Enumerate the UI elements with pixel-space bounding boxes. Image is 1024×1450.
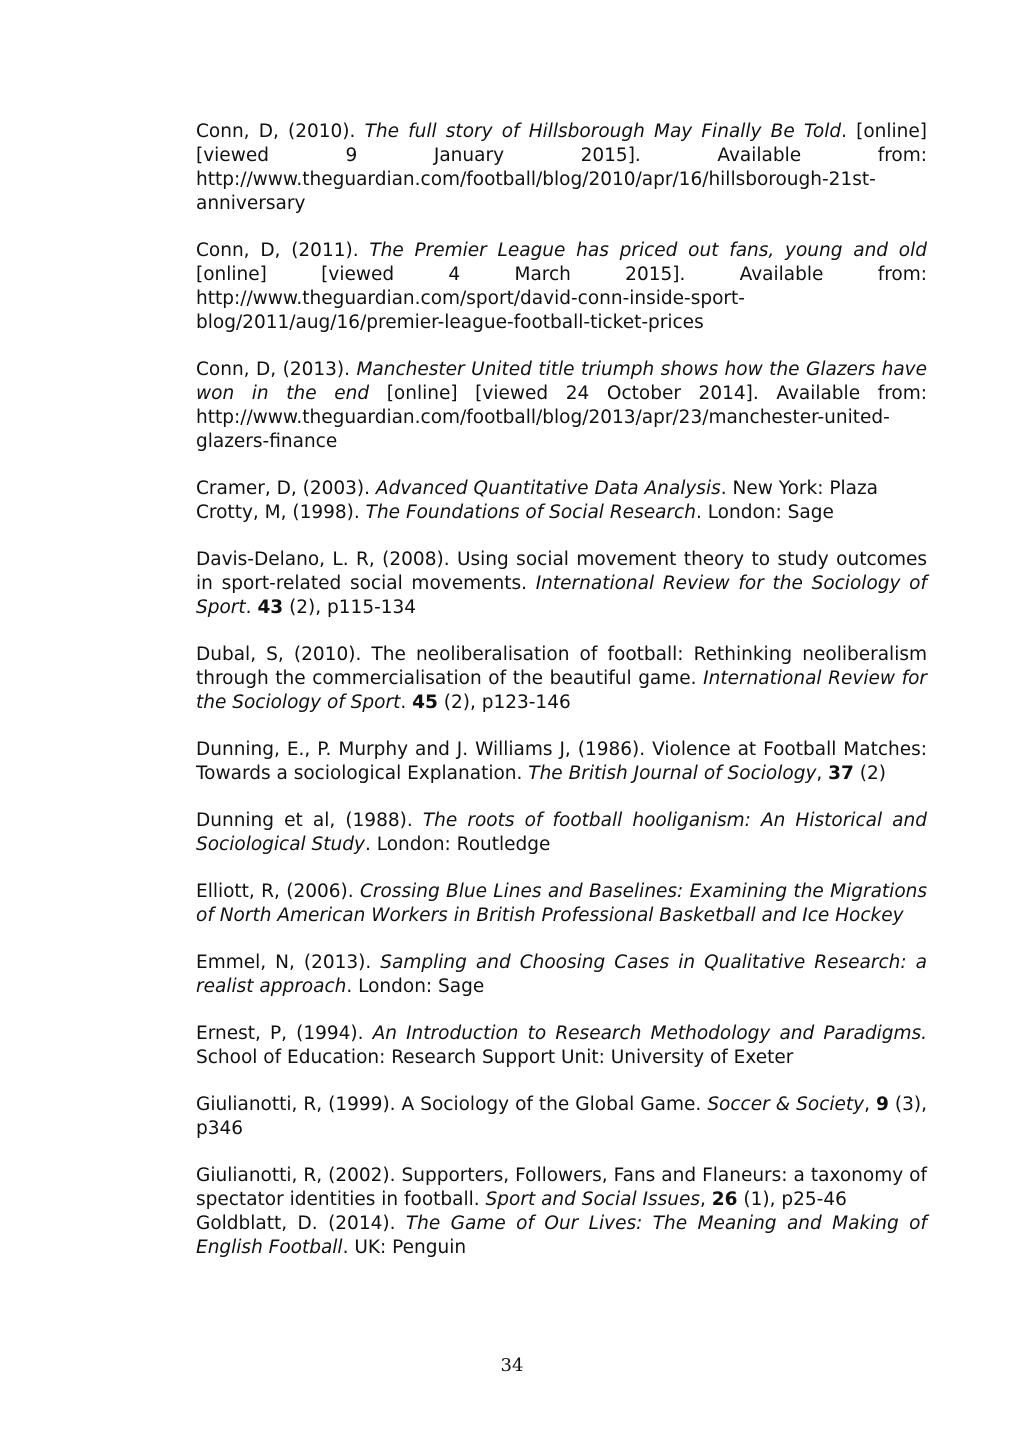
reference-entry-giulianotti-1999 bbox=[196, 1093, 927, 1141]
reference-text: Cramer, D, (2003). bbox=[196, 478, 376, 499]
reference-text: . London: Sage bbox=[695, 502, 834, 523]
reference-entry-goldblatt-2014 bbox=[196, 1212, 927, 1260]
reference-text: Emmel, N, (2013). bbox=[196, 952, 381, 973]
reference-text: [online] [viewed 24 October 2014]. Available from: http://www.theguardian.com/football/blog/2013/apr/23/manchester-united-glazers-finance bbox=[196, 383, 927, 452]
reference-title: Crossing Blue Lines and Baselines: Examining the Migrations of North American Workers in British Professional Basketball and Ice Hockey bbox=[196, 881, 927, 926]
reference-entry-ernest-1994 bbox=[196, 1022, 927, 1070]
reference-text: . London: Sage bbox=[346, 976, 485, 997]
reference-text: Dunning et al, (1988). bbox=[196, 810, 423, 831]
reference-text: Conn, D, (2013). bbox=[196, 359, 357, 380]
reference-title: The Foundations of Social Research bbox=[365, 502, 696, 523]
reference-list bbox=[196, 120, 927, 1283]
reference-text: Dubal, S, (2010). The neoliberalisation of football: Rethinking neoliberalism through the commercialisation of the beautiful game. bbox=[196, 644, 927, 689]
reference-entry-conn-2010 bbox=[196, 120, 927, 216]
reference-title: The Game of Our Lives: The Meaning and Making of English Football bbox=[196, 1213, 927, 1258]
reference-title: Sport and Social Issues bbox=[485, 1189, 700, 1210]
reference-text: . [online] [viewed 9 January 2015]. Available from: http://www.theguardian.com/football/blog/2010/apr/16/hillsborough-21st-anniversary bbox=[196, 121, 927, 214]
reference-text: (2), p115-134 bbox=[283, 597, 417, 618]
reference-text: Dunning, E., P. Murphy and J. Williams J, (1986). Violence at Football Matches: Towards a sociological Explanation. bbox=[196, 739, 927, 784]
reference-text: , bbox=[700, 1189, 712, 1210]
reference-text: Davis-Delano, L. R, (2008). Using social movement theory to study outcomes in sport-related social movements. bbox=[196, 549, 927, 594]
reference-text: , bbox=[864, 1094, 877, 1115]
reference-text: Elliott, R, (2006). bbox=[196, 881, 360, 902]
reference-text: (3), p346 bbox=[196, 1094, 928, 1139]
reference-volume: 45 bbox=[412, 692, 438, 713]
reference-entry-crotty-1998 bbox=[196, 501, 927, 525]
reference-title: Manchester United title triumph shows how the Glazers have won in the end bbox=[196, 359, 928, 404]
reference-entry-dunning-1988 bbox=[196, 809, 927, 857]
reference-text: . New York: Plaza bbox=[720, 478, 879, 499]
reference-text: . bbox=[245, 597, 258, 618]
reference-title: International Review for the Sociology of Sport bbox=[196, 573, 928, 618]
reference-entry-conn-2011 bbox=[196, 239, 927, 335]
reference-entry-conn-2013 bbox=[196, 358, 927, 454]
reference-text: Giulianotti, R, (1999). A Sociology of the Global Game. bbox=[196, 1094, 708, 1115]
reference-text: , bbox=[816, 763, 829, 784]
reference-text: Goldblatt, D. (2014). bbox=[196, 1213, 406, 1234]
reference-text: . bbox=[400, 692, 413, 713]
reference-title: Advanced Quantitative Data Analysis bbox=[375, 478, 721, 499]
reference-text: . UK: Penguin bbox=[342, 1237, 467, 1258]
reference-title: Sampling and Choosing Cases in Qualitative Research: a realist approach bbox=[196, 952, 927, 997]
reference-text: School of Education: Research Support Unit: University of Exeter bbox=[196, 1047, 794, 1068]
reference-text: Giulianotti, R, (2002). Supporters, Followers, Fans and Flaneurs: a taxonomy of spectator identities in football. bbox=[196, 1165, 927, 1210]
reference-text: Crotty, M, (1998). bbox=[196, 502, 366, 523]
reference-text: [online] [viewed 4 March 2015]. Available from: http://www.theguardian.com/sport/david-conn-inside-sport-blog/2011/aug/16/premier-league-football-ticket-prices bbox=[196, 264, 927, 333]
reference-entry-emmel-2013 bbox=[196, 951, 927, 999]
reference-volume: 26 bbox=[711, 1189, 738, 1210]
reference-entry-elliott-2006 bbox=[196, 880, 927, 928]
reference-text: (2) bbox=[853, 763, 886, 784]
reference-title: The full story of Hillsborough May Finally Be Told bbox=[364, 121, 842, 142]
reference-volume: 37 bbox=[828, 763, 854, 784]
reference-text: Conn, D, (2011). bbox=[196, 240, 370, 261]
reference-title: The roots of football hooliganism: An Historical and Sociological Study bbox=[196, 810, 927, 855]
reference-text: Ernest, P, (1994). bbox=[196, 1023, 373, 1044]
reference-volume: 43 bbox=[257, 597, 284, 618]
reference-entry-dubal-2010 bbox=[196, 643, 927, 715]
reference-volume: 9 bbox=[876, 1094, 889, 1115]
reference-title: An Introduction to Research Methodology and Paradigms. bbox=[372, 1023, 927, 1044]
reference-title: Soccer & Society bbox=[707, 1094, 865, 1115]
reference-text: (2), p123-146 bbox=[437, 692, 571, 713]
reference-entry-davis-delano-2008 bbox=[196, 548, 927, 620]
reference-title: The British Journal of Sociology bbox=[528, 763, 817, 784]
reference-title: The Premier League has priced out fans, young and old bbox=[369, 240, 927, 261]
reference-text: (1), p25-46 bbox=[737, 1189, 847, 1210]
page-number: 34 bbox=[500, 1355, 524, 1376]
reference-entry-dunning-1986 bbox=[196, 738, 927, 786]
reference-text: . London: Routledge bbox=[364, 834, 551, 855]
reference-entry-cramer-2003 bbox=[196, 477, 927, 501]
reference-entry-giulianotti-2002 bbox=[196, 1164, 927, 1212]
reference-text: Conn, D, (2010). bbox=[196, 121, 365, 142]
reference-title: International Review for the Sociology of Sport bbox=[196, 668, 928, 713]
